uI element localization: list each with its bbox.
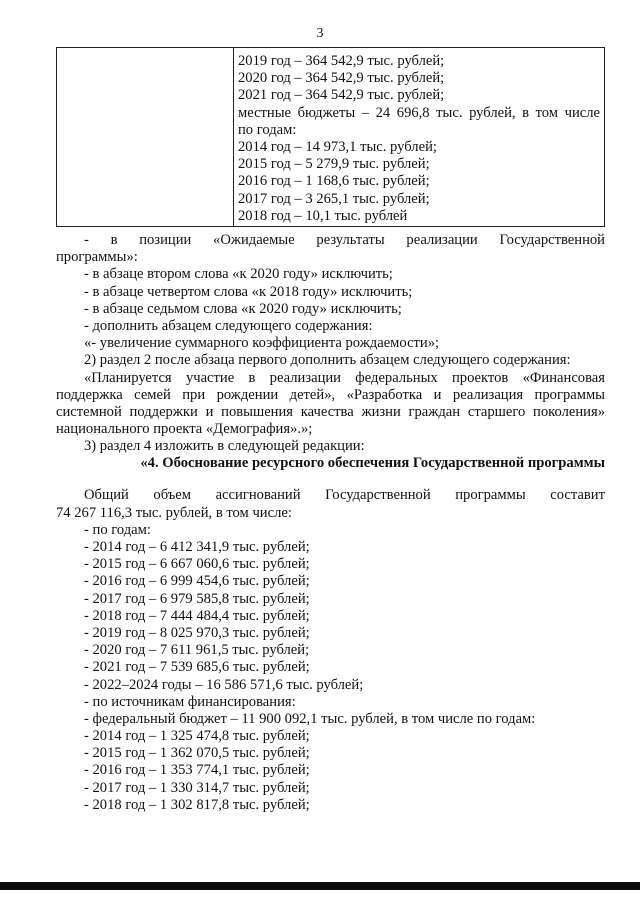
list-item: - 2018 год – 7 444 484,4 тыс. рублей; <box>84 607 310 624</box>
quote-line: поддержка семей при рождении детей», «Разработка и реализация программы <box>56 386 605 403</box>
paragraph-line: программы»: <box>56 249 138 266</box>
list-item: - в абзаце седьмом слова «к 2020 году» исключить; <box>84 300 402 317</box>
paragraph-line: 74 267 116,3 тыс. рублей, в том числе: <box>56 504 292 521</box>
list-item: - по источникам финансирования: <box>84 693 296 710</box>
table-line: по годам: <box>238 121 297 138</box>
list-item: - 2015 год – 1 362 070,5 тыс. рублей; <box>84 745 310 762</box>
page-number: 3 <box>316 26 324 41</box>
list-item: - 2021 год – 7 539 685,6 тыс. рублей; <box>84 659 310 676</box>
list-item: - 2017 год – 6 979 585,8 тыс. рублей; <box>84 590 310 607</box>
table-line: 2016 год – 1 168,6 тыс. рублей; <box>238 173 430 190</box>
list-item: - 2018 год – 1 302 817,8 тыс. рублей; <box>84 796 310 813</box>
table-right-cell <box>238 53 600 225</box>
section-heading: «4. Обоснование ресурсного обеспечения Государственной программы <box>140 455 605 472</box>
list-item: - федеральный бюджет – 11 900 092,1 тыс. рублей, в том числе по годам: <box>84 710 536 727</box>
table-line: местные бюджеты – 24 696,8 тыс. рублей, в том числе <box>238 104 600 121</box>
paragraph-line: - в позиции «Ожидаемые результаты реализации Государственной <box>84 232 605 248</box>
paragraph-line: Общий объем ассигнований Государственной программы составит <box>84 487 605 504</box>
table-line: 2021 год – 364 542,9 тыс. рублей; <box>238 87 445 104</box>
list-item: - 2014 год – 1 325 474,8 тыс. рублей; <box>84 728 310 745</box>
list-item: - по годам: <box>84 521 151 538</box>
list-item: - дополнить абзацем следующего содержания: <box>84 317 373 334</box>
funding-table <box>56 47 605 227</box>
list-item: 2) раздел 2 после абзаца первого дополнить абзацем следующего содержания: <box>84 352 571 369</box>
list-item: - 2016 год – 6 999 454,6 тыс. рублей; <box>84 573 310 590</box>
list-item: - 2020 год – 7 611 961,5 тыс. рублей; <box>84 642 310 659</box>
table-line: 2015 год – 5 279,9 тыс. рублей; <box>238 156 430 173</box>
table-line: 2014 год – 14 973,1 тыс. рублей; <box>238 139 437 156</box>
table-line: 2019 год – 364 542,9 тыс. рублей; <box>238 53 445 69</box>
table-left-cell <box>57 48 234 226</box>
list-item: 3) раздел 4 изложить в следующей редакции: <box>84 438 365 455</box>
list-item: - 2014 год – 6 412 341,9 тыс. рублей; <box>84 539 310 555</box>
list-item: - 2017 год – 1 330 314,7 тыс. рублей; <box>84 779 310 796</box>
quote-line: «Планируется участие в реализации федеральных проектов «Финансовая <box>84 369 605 386</box>
document-body <box>56 232 605 814</box>
table-line: 2020 год – 364 542,9 тыс. рублей; <box>238 70 445 87</box>
list-item: - в абзаце четвертом слова «к 2018 году» исключить; <box>84 283 413 300</box>
table-line: 2018 год – 10,1 тыс. рублей <box>238 207 408 224</box>
list-item: - 2015 год – 6 667 060,6 тыс. рублей; <box>84 556 310 573</box>
quote-line: системной поддержки и повышения качества жизни граждан старшего поколения» <box>56 403 605 420</box>
blank-line <box>56 473 605 487</box>
list-item: - 2022–2024 годы – 16 586 571,6 тыс. рублей; <box>84 676 364 693</box>
list-item: - 2019 год – 8 025 970,3 тыс. рублей; <box>84 624 310 641</box>
quote-line: национального проекта «Демография».»; <box>56 421 313 438</box>
scan-border-bar <box>0 882 640 890</box>
list-item: «- увеличение суммарного коэффициента рождаемости»; <box>84 335 440 352</box>
table-line: 2017 год – 3 265,1 тыс. рублей; <box>238 190 430 207</box>
list-item: - в абзаце втором слова «к 2020 году» исключить; <box>84 266 393 283</box>
list-item: - 2016 год – 1 353 774,1 тыс. рублей; <box>84 762 310 779</box>
